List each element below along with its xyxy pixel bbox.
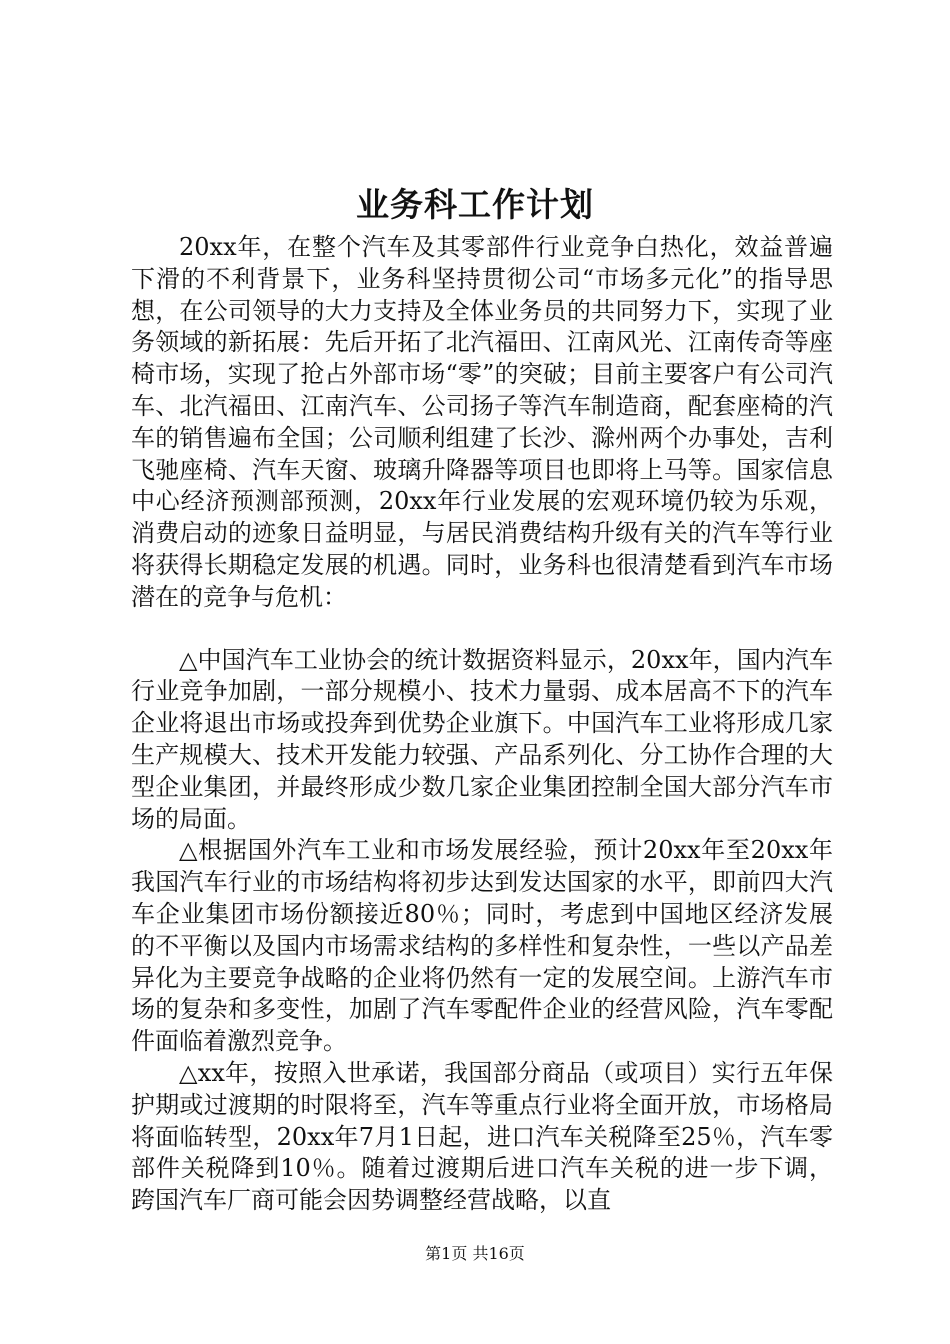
paragraph-bullet-1: △中国汽车工业协会的统计数据资料显示，20xx年，国内汽车行业竞争加剧，一部分规模小、技术力量弱、成本居高不下的汽车企业将退出市场或投奔到优势企业旗下。中国汽车工业将形成几家生产规模大、技术开发能力较强、产品系列化、分工协作合理的大型企业集团，并最终形成少数几家企业集团控制全国大部分汽车市场的局面。	[131, 645, 833, 833]
document-body	[131, 232, 833, 1217]
page-footer: 第1页 共16页	[425, 1244, 525, 1263]
paragraph-intro: 20xx年，在整个汽车及其零部件行业竞争白热化，效益普遍下滑的不利背景下，业务科坚持贯彻公司“市场多元化”的指导思想，在公司领导的大力支持及全体业务员的共同努力下，实现了业务领域的新拓展：先后开拓了北汽福田、江南风光、江南传奇等座椅市场，实现了抢占外部市场“零”的突破；目前主要客户有公司汽车、北汽福田、江南汽车、公司扬子等汽车制造商，配套座椅的汽车的销售遍布全国；公司顺利组建了长沙、滁州两个办事处，吉利飞驰座椅、汽车天窗、玻璃升降器等项目也即将上马等。国家信息中心经济预测部预测，20xx年行业发展的宏观环境仍较为乐观，消费启动的迹象日益明显，与居民消费结构升级有关的汽车等行业将获得长期稳定发展的机遇。同时，业务科也很清楚看到汽车市场潜在的竞争与危机：	[131, 233, 833, 611]
paragraph-bullet-2: △根据国外汽车工业和市场发展经验，预计20xx年至20xx年我国汽车行业的市场结构将初步达到发达国家的水平，即前四大汽车企业集团市场份额接近80％；同时，考虑到中国地区经济发展的不平衡以及国内市场需求结构的多样性和复杂性，一些以产品差异化为主要竞争战略的企业将仍然有一定的发展空间。上游汽车市场的复杂和多变性，加剧了汽车零配件企业的经营风险，汽车零配件面临着激烈竞争。	[131, 836, 833, 1056]
paragraph-bullet-3: △xx年，按照入世承诺，我国部分商品（或项目）实行五年保护期或过渡期的时限将至，汽车等重点行业将全面开放，市场格局将面临转型，20xx年7月1日起，进口汽车关税降至25％，汽车零部件关税降到10％。随着过渡期后进口汽车关税的进一步下调，跨国汽车厂商可能会因势调整经营战略，以直	[131, 1058, 833, 1215]
document-title: 业务科工作计划	[356, 185, 594, 224]
paragraph-gap	[131, 614, 833, 645]
